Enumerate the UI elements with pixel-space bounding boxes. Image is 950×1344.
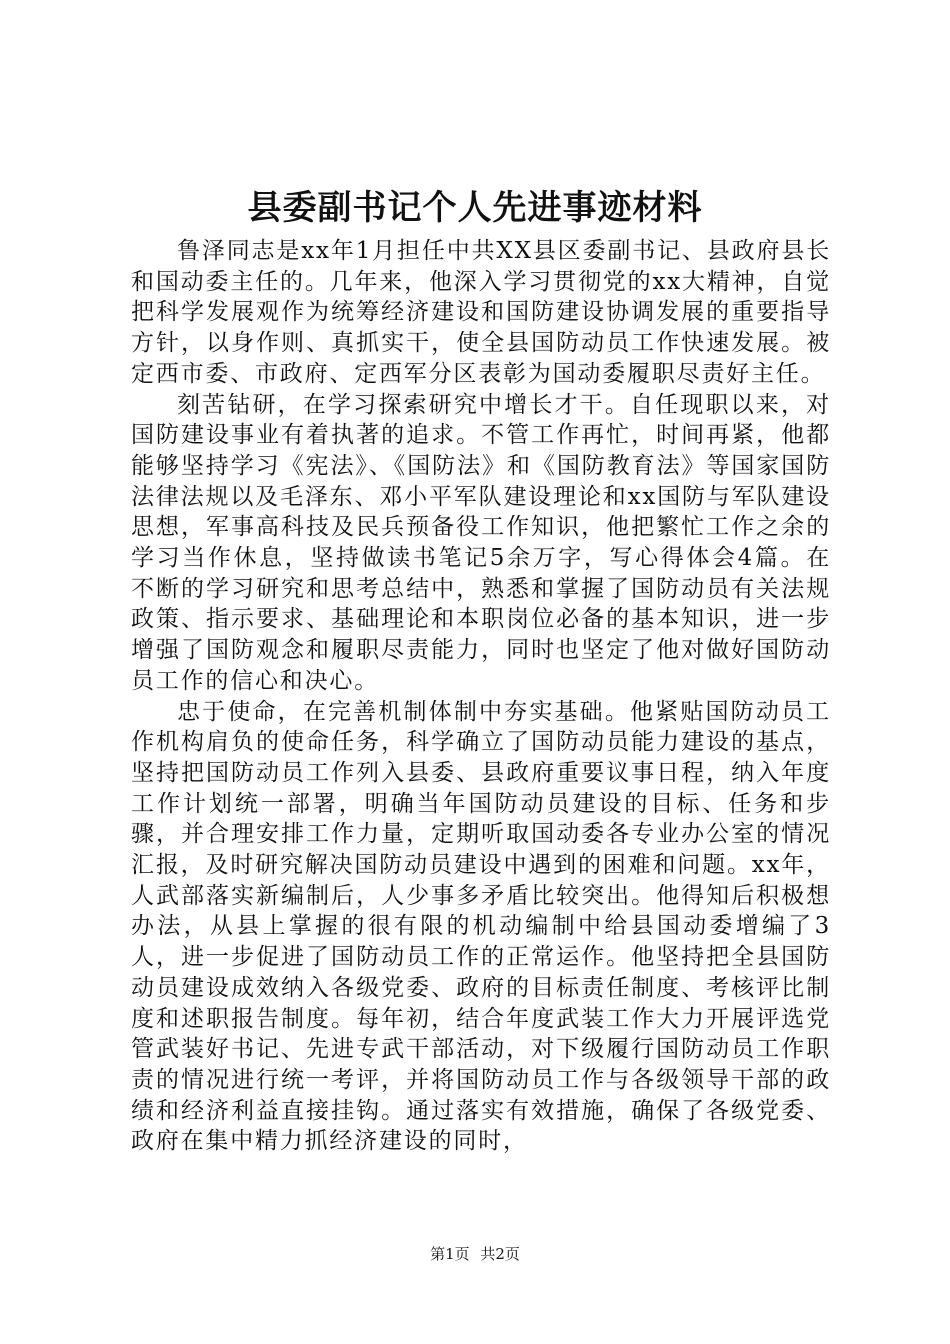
page-number-current: 第1页 bbox=[430, 1245, 470, 1263]
document-body bbox=[131, 236, 831, 1157]
page-footer bbox=[0, 1244, 950, 1264]
paragraph-intro: 鲁泽同志是xx年1月担任中共XX县区委副书记、县政府县长和国动委主任的。几年来，他深入学习贯彻党的xx大精神，自觉把科学发展观作为统筹经济建设和国防建设协调发展的重要指导方针，以身作则、真抓实干，使全县国防动员工作快速发展。被定西市委、市政府、定西军分区表彰为国动委履职尽责好主任。 bbox=[131, 238, 831, 387]
page-number-total: 共2页 bbox=[480, 1245, 520, 1263]
document-title: 县委副书记个人先进事迹材料 bbox=[247, 188, 703, 228]
paragraph-mission: 忠于使命，在完善机制体制中夯实基础。他紧贴国防动员工作机构肩负的使命任务，科学确立了国防动员能力建设的基点，坚持把国防动员工作列入县委、县政府重要议事日程，纳入年度工作计划统一部署，明确当年国防动员建设的目标、任务和步骤，并合理安排工作力量，定期听取国动委各专业办公室的情况汇报，及时研究解决国防动员建设中遇到的困难和问题。xx年，人武部落实新编制后，人少事多矛盾比较突出。他得知后积极想办法，从县上掌握的很有限的机动编制中给县国动委增编了3人，进一步促进了国防动员工作的正常运作。他坚持把全县国防动员建设成效纳入各级党委、政府的目标责任制度、考核评比制度和述职报告制度。每年初，结合年度武装工作大力开展评选党管武装好书记、先进专武干部活动，对下级履行国防动员工作职责的情况进行统一考评，并将国防动员工作与各级领导干部的政绩和经济利益直接挂钩。通过落实有效措施，确保了各级党委、政府在集中精力抓经济建设的同时， bbox=[131, 698, 831, 1155]
paragraph-study: 刻苦钻研，在学习探索研究中增长才干。自任现职以来，对国防建设事业有着执著的追求。不管工作再忙，时间再紧，他都能够坚持学习《宪法》、《国防法》和《国防教育法》等国家国防法律法规以及毛泽东、邓小平军队建设理论和xx国防与军队建设思想，军事高科技及民兵预备役工作知识，他把繁忙工作之余的学习当作休息，坚持做读书笔记5余万字，写心得体会4篇。在不断的学习研究和思考总结中，熟悉和掌握了国防动员有关法规政策、指示要求、基础理论和本职岗位必备的基本知识，进一步增强了国防观念和履职尽责能力，同时也坚定了他对做好国防动员工作的信心和决心。 bbox=[131, 391, 831, 694]
